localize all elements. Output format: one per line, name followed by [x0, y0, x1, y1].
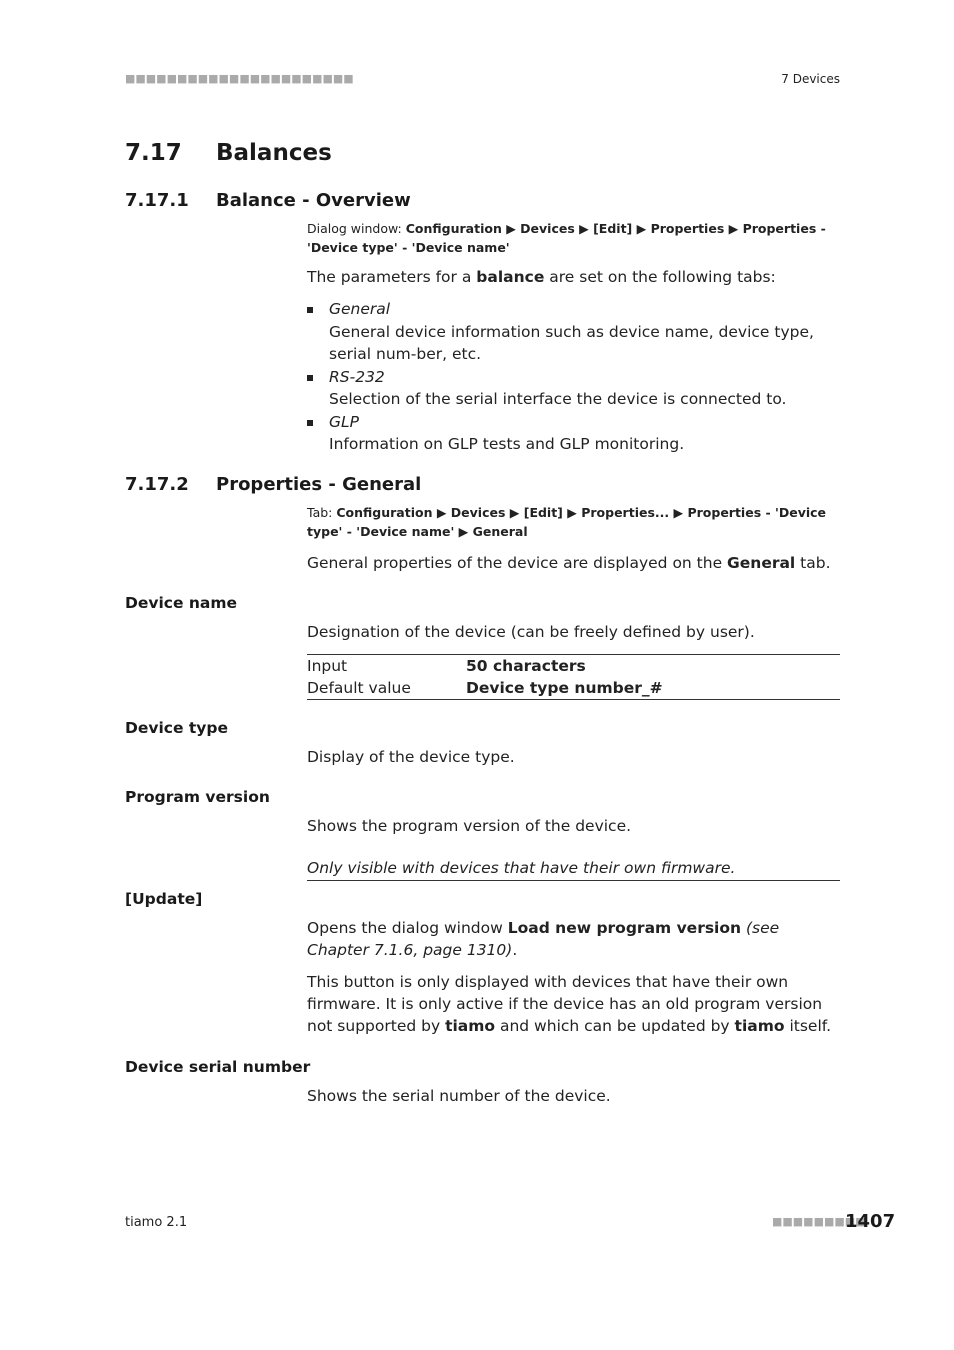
- section-title: Balances: [216, 140, 332, 166]
- dialog-path-value: Configuration ▶ Devices ▶ [Edit] ▶ Properties ▶ Properties - 'Device type' - 'Device name': [307, 221, 826, 255]
- update-description: [307, 917, 840, 961]
- tab-path-prefix: Tab:: [307, 505, 337, 520]
- header-decoration: ■■■■■■■■■■■■■■■■■■■■■■: [125, 72, 354, 85]
- dialog-path: [307, 219, 840, 257]
- device-name-param-table: [307, 654, 840, 700]
- product-name: tiamo: [445, 1017, 496, 1035]
- list-item: [307, 298, 840, 366]
- tab-path: [307, 503, 840, 541]
- list-item: [307, 411, 840, 456]
- text: itself.: [784, 1017, 832, 1035]
- subsection-title: Balance - Overview: [216, 190, 411, 211]
- section-heading: [125, 140, 332, 166]
- tab-description: General device information such as device name, device type, serial num-ber, etc.: [329, 322, 814, 363]
- text: This button is only displayed with devices that have their own firmware. It is only active if the device has an old program version not supported by: [307, 973, 823, 1035]
- device-name-description: Designation of the device (can be freely defined by user).: [307, 623, 755, 641]
- param-label-serial-number: Device serial number: [125, 1058, 311, 1076]
- tab-path-value: Configuration ▶ Devices ▶ [Edit] ▶ Properties... ▶ Properties - 'Device type' - 'Device name' ▶ General: [307, 505, 827, 539]
- text: and which can be updated by: [495, 1017, 735, 1035]
- text: Opens the dialog window: [307, 919, 508, 937]
- table-row: [307, 677, 840, 699]
- dialog-name: Load new program version: [507, 919, 742, 937]
- update-note: [307, 971, 840, 1037]
- param-value: Device type number_#: [466, 679, 663, 697]
- tab-list: [307, 298, 840, 456]
- running-header-chapter: 7 Devices: [781, 72, 840, 86]
- product-name: tiamo: [734, 1017, 785, 1035]
- page-number: 1407: [845, 1211, 896, 1232]
- program-version-description: Shows the program version of the device.: [307, 817, 632, 835]
- bold-term: General: [727, 554, 796, 572]
- tab-name: GLP: [329, 412, 359, 431]
- subsection-heading-overview: [125, 190, 411, 211]
- param-value: 50 characters: [466, 657, 586, 675]
- device-type-description: Display of the device type.: [307, 748, 515, 766]
- subsection-number: 7.17.2: [125, 474, 189, 495]
- text: are set on the following tabs:: [544, 268, 776, 286]
- param-key: Input: [307, 657, 348, 675]
- overview-intro: [307, 266, 840, 288]
- param-label-device-name: Device name: [125, 594, 238, 612]
- bold-term: balance: [476, 268, 545, 286]
- param-label-device-type: Device type: [125, 719, 229, 737]
- section-number: 7.17: [125, 140, 182, 166]
- subsection-number: 7.17.1: [125, 190, 189, 211]
- text: The parameters for a: [307, 268, 477, 286]
- chapter-reference-link[interactable]: (see Chapter 7.1.6, page 1310): [307, 919, 780, 959]
- tab-name: RS-232: [329, 367, 385, 386]
- footer-product: tiamo 2.1: [125, 1215, 188, 1230]
- tab-description: Selection of the serial interface the device is connected to.: [329, 390, 787, 408]
- text: tab.: [795, 554, 831, 572]
- table-row: [307, 655, 840, 677]
- text: .: [512, 941, 518, 959]
- dialog-path-prefix: Dialog window:: [307, 221, 406, 236]
- subsection-title: Properties - General: [216, 474, 422, 495]
- list-item: [307, 366, 840, 411]
- tab-description: Information on GLP tests and GLP monitoring.: [329, 435, 685, 453]
- program-version-note: Only visible with devices that have their own firmware.: [307, 857, 840, 881]
- general-intro: [307, 552, 840, 574]
- param-label-program-version: Program version: [125, 788, 270, 806]
- param-label-update: [Update]: [125, 890, 203, 908]
- table-bottom-rule: [307, 699, 840, 700]
- subsection-heading-general: [125, 474, 421, 495]
- serial-number-description: Shows the serial number of the device.: [307, 1087, 611, 1105]
- footer-decoration: ■■■■■■■■■: [772, 1215, 866, 1228]
- param-key: Default value: [307, 679, 411, 697]
- text: General properties of the device are displayed on the: [307, 554, 728, 572]
- tab-name: General: [329, 300, 391, 318]
- param-table: [307, 655, 840, 699]
